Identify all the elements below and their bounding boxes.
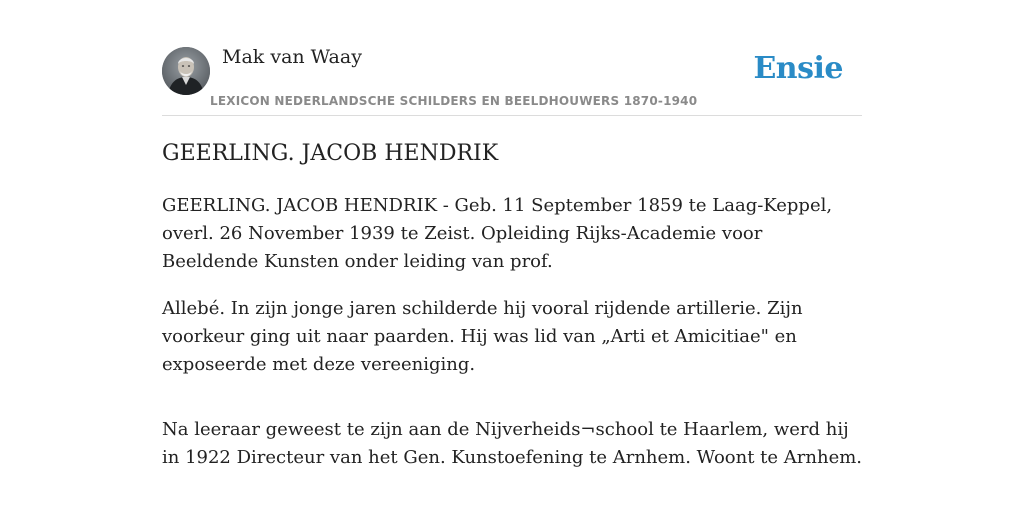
- article-paragraph: Na leeraar geweest te zijn aan de Nijverheids¬school te Haarlem, werd hij in 1922 Directeur van het Gen. Kunstoefening te Arnhem. Woont te Arnhem.: [162, 419, 863, 468]
- author-name[interactable]: Mak van Waay: [222, 46, 362, 68]
- article-body: [162, 192, 862, 491]
- article-paragraph: GEERLING. JACOB HENDRIK - Geb. 11 September 1859 te Laag-Keppel, overl. 26 November 1939 te Zeist. Opleiding Rijks-Academie voor Beeldende Kunsten onder leiding van prof.: [162, 195, 833, 272]
- source-lexicon[interactable]: LEXICON NEDERLANDSCHE SCHILDERS EN BEELDHOUWERS 1870-1940: [210, 94, 698, 108]
- article-paragraph: Allebé. In zijn jonge jaren schilderde hij vooral rijdende artillerie. Zijn voorkeur ging uit naar paarden. Hij was lid van „Arti et Amicitiae" en exposeerde met deze vereeniging.: [162, 298, 803, 375]
- ensie-logo[interactable]: Ensie: [753, 51, 843, 86]
- author-avatar[interactable]: [162, 47, 210, 95]
- author-portrait-icon: [162, 47, 210, 95]
- article-title: GEERLING. JACOB HENDRIK: [162, 141, 499, 166]
- header: [162, 0, 862, 116]
- page: [162, 0, 862, 512]
